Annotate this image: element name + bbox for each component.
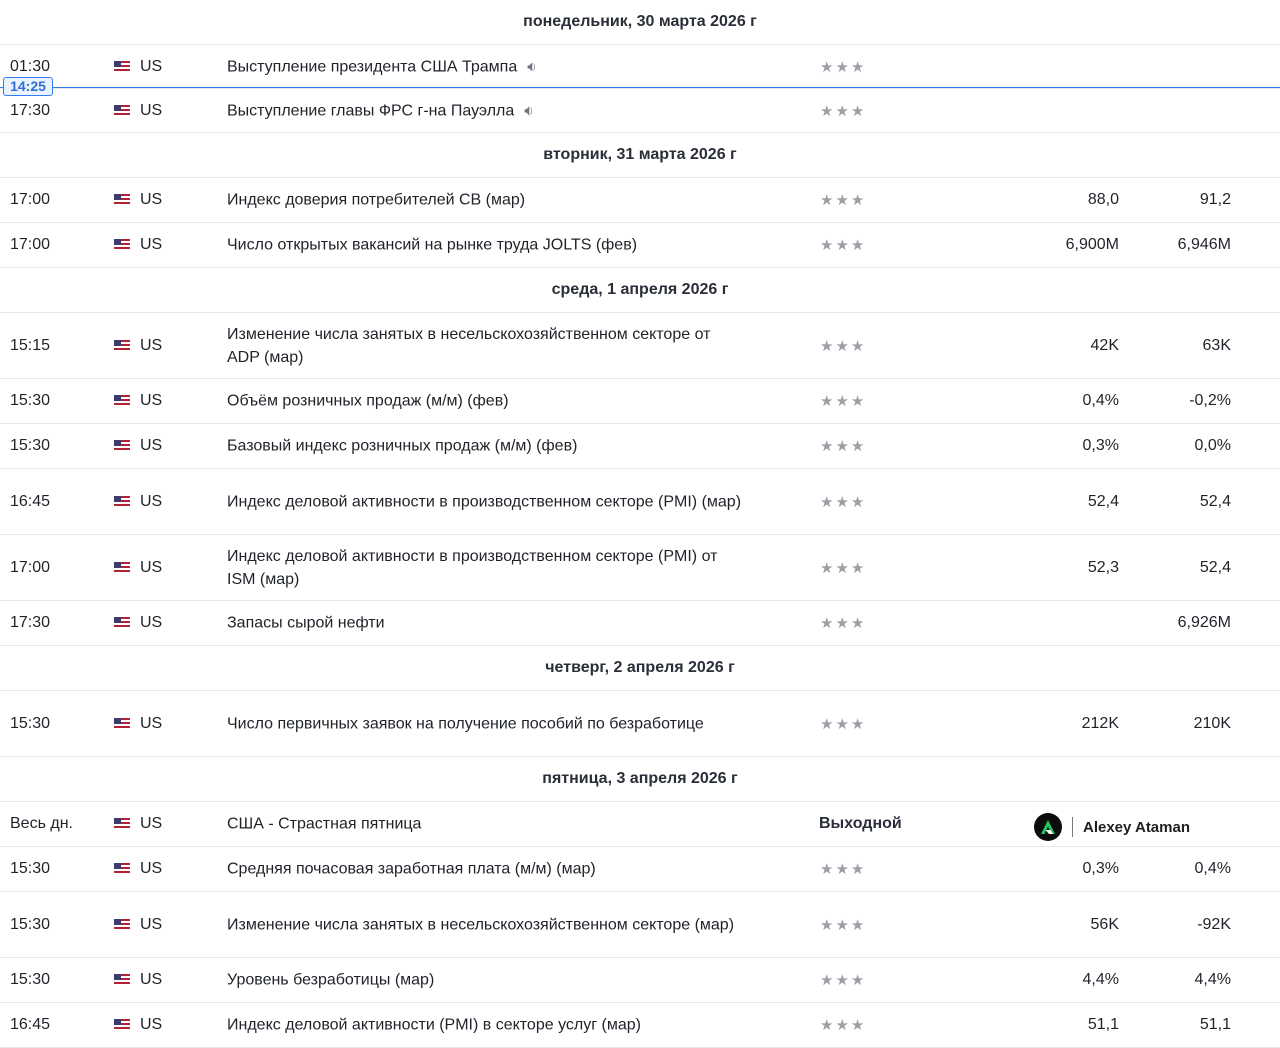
- event-name: Запасы сырой нефти: [227, 614, 385, 632]
- holiday-label: Выходной: [819, 815, 902, 832]
- forecast-value: 51,1: [1087, 1016, 1119, 1033]
- event-name-cell[interactable]: [227, 55, 747, 78]
- us-flag-icon: [114, 1019, 130, 1031]
- event-name: США - Страстная пятница: [227, 815, 422, 833]
- event-name: Индекс деловой активности в производственном секторе (PMI) от ISM (мар): [227, 547, 718, 588]
- event-time: 16:45: [10, 492, 51, 510]
- event-time: 15:30: [10, 971, 51, 988]
- forecast-value: 88,0: [1087, 191, 1119, 208]
- event-row[interactable]: [0, 469, 1280, 535]
- day-header: вторник, 31 марта 2026 г: [0, 133, 1280, 178]
- event-name-cell[interactable]: [227, 969, 747, 992]
- event-name: Изменение числа занятых в несельскохозяйственном секторе (мар): [227, 916, 735, 933]
- event-name-cell[interactable]: [227, 858, 747, 881]
- event-name-cell[interactable]: [227, 234, 747, 257]
- event-time: 17:30: [10, 101, 51, 119]
- three-star-importance-icon: ★★★: [820, 102, 867, 120]
- event-name: Индекс деловой активности (PMI) в секторе услуг (мар): [227, 1016, 641, 1034]
- event-time: 15:30: [10, 392, 51, 409]
- event-row[interactable]: [0, 892, 1280, 958]
- event-name: Уровень безработицы (мар): [227, 971, 435, 989]
- forecast-value: 0,3%: [1082, 860, 1119, 877]
- event-name: Число первичных заявок на получение пособий по безработице: [227, 715, 704, 732]
- event-time: 16:45: [10, 1016, 51, 1033]
- current-time-line: [0, 87, 1280, 88]
- event-row[interactable]: [0, 178, 1280, 223]
- three-star-importance-icon: ★★★: [820, 1017, 867, 1034]
- us-flag-icon: [114, 562, 130, 574]
- event-name: Индекс деловой активности в производственном секторе (PMI) (мар): [227, 493, 742, 510]
- event-time: 17:30: [10, 614, 51, 631]
- previous-value: -0,2%: [1189, 392, 1231, 409]
- event-name-cell[interactable]: [227, 99, 747, 122]
- event-time: 17:00: [10, 558, 51, 576]
- event-name: Базовый индекс розничных продаж (м/м) (фев): [227, 437, 578, 455]
- event-row[interactable]: [0, 89, 1280, 133]
- event-name: Изменение числа занятых в несельскохозяйственном секторе от ADP (мар): [227, 325, 711, 366]
- event-name-cell[interactable]: [227, 813, 747, 836]
- country-code: US: [140, 101, 163, 119]
- event-time: 15:30: [10, 860, 51, 877]
- three-star-importance-icon: ★★★: [820, 972, 867, 989]
- previous-value: 210K: [1193, 714, 1231, 732]
- country-code: US: [140, 1016, 163, 1033]
- country-code: US: [140, 815, 163, 832]
- us-flag-icon: [114, 718, 130, 730]
- event-name-cell[interactable]: [227, 323, 747, 369]
- country-code: US: [140, 614, 163, 631]
- alexey-ataman-logo-icon: [1034, 813, 1062, 841]
- country-code: US: [140, 392, 163, 409]
- forecast-value: 42K: [1090, 336, 1119, 354]
- event-name: Средняя почасовая заработная плата (м/м) (мар): [227, 860, 596, 878]
- forecast-value: 56K: [1090, 915, 1119, 933]
- forecast-value: 0,4%: [1082, 392, 1119, 409]
- day-header: пятница, 3 апреля 2026 г: [0, 757, 1280, 802]
- previous-value: 6,946M: [1177, 236, 1231, 253]
- event-time: 15:30: [10, 714, 51, 732]
- event-row[interactable]: [0, 424, 1280, 469]
- event-time: Весь дн.: [10, 815, 73, 832]
- event-row[interactable]: [0, 691, 1280, 757]
- event-name-cell[interactable]: [227, 189, 747, 212]
- day-header: среда, 1 апреля 2026 г: [0, 268, 1280, 313]
- previous-value: 4,4%: [1194, 971, 1231, 988]
- three-star-importance-icon: ★★★: [820, 916, 867, 934]
- us-flag-icon: [114, 617, 130, 629]
- event-time: 15:15: [10, 336, 51, 354]
- previous-value: 63K: [1202, 336, 1231, 354]
- forecast-value: 212K: [1081, 714, 1119, 732]
- country-code: US: [140, 860, 163, 877]
- three-star-importance-icon: ★★★: [820, 237, 867, 254]
- three-star-importance-icon: ★★★: [820, 438, 867, 455]
- us-flag-icon: [114, 818, 130, 830]
- forecast-value: 52,4: [1087, 492, 1119, 510]
- three-star-importance-icon: ★★★: [820, 337, 867, 355]
- event-row[interactable]: [0, 535, 1280, 601]
- speaker-icon[interactable]: 🔉︎: [524, 102, 534, 119]
- brand-watermark: [1034, 813, 1190, 841]
- country-code: US: [140, 191, 163, 208]
- us-flag-icon: [114, 974, 130, 986]
- country-code: US: [140, 971, 163, 988]
- previous-value: 6,926M: [1177, 614, 1231, 631]
- us-flag-icon: [114, 61, 130, 73]
- speaker-icon[interactable]: 🔉︎: [527, 58, 537, 75]
- event-name: Индекс доверия потребителей CB (мар): [227, 191, 526, 209]
- event-time: 01:30: [10, 57, 51, 75]
- country-code: US: [140, 57, 163, 75]
- day-header: понедельник, 30 марта 2026 г: [0, 0, 1280, 45]
- three-star-importance-icon: ★★★: [820, 715, 867, 733]
- brand-separator: [1072, 817, 1073, 837]
- day-header: четверг, 2 апреля 2026 г: [0, 646, 1280, 691]
- event-name-cell[interactable]: [227, 545, 747, 591]
- country-code: US: [140, 236, 163, 253]
- event-name-cell[interactable]: [227, 1014, 747, 1037]
- us-flag-icon: [114, 194, 130, 206]
- three-star-importance-icon: ★★★: [820, 615, 867, 632]
- three-star-importance-icon: ★★★: [820, 861, 867, 878]
- three-star-importance-icon: ★★★: [820, 493, 867, 511]
- event-name: Объём розничных продаж (м/м) (фев): [227, 392, 509, 410]
- country-code: US: [140, 437, 163, 454]
- event-row[interactable]: [0, 958, 1280, 1003]
- event-name-cell[interactable]: [227, 712, 747, 735]
- previous-value: -92K: [1197, 915, 1231, 933]
- event-row[interactable]: [0, 379, 1280, 424]
- event-row[interactable]: [0, 45, 1280, 89]
- event-row[interactable]: [0, 223, 1280, 268]
- country-code: US: [140, 336, 163, 354]
- event-name-cell[interactable]: [227, 390, 747, 413]
- country-code: US: [140, 915, 163, 933]
- event-row[interactable]: [0, 847, 1280, 892]
- us-flag-icon: [114, 496, 130, 508]
- brand-name: Alexey Ataman: [1083, 818, 1190, 836]
- us-flag-icon: [114, 239, 130, 251]
- three-star-importance-icon: ★★★: [820, 192, 867, 209]
- forecast-value: 6,900M: [1065, 236, 1119, 253]
- us-flag-icon: [114, 919, 130, 931]
- forecast-value: 4,4%: [1082, 971, 1119, 988]
- event-row[interactable]: [0, 313, 1280, 379]
- forecast-value: 0,3%: [1082, 437, 1119, 454]
- previous-value: 51,1: [1199, 1016, 1231, 1033]
- event-name-cell[interactable]: [227, 612, 747, 635]
- us-flag-icon: [114, 105, 130, 117]
- country-code: US: [140, 714, 163, 732]
- event-name-cell[interactable]: [227, 490, 747, 513]
- three-star-importance-icon: ★★★: [820, 559, 867, 577]
- event-name: Число открытых вакансий на рынке труда JOLTS (фев): [227, 236, 638, 254]
- country-code: US: [140, 492, 163, 510]
- event-row[interactable]: [0, 601, 1280, 646]
- previous-value: 52,4: [1199, 492, 1231, 510]
- event-name: Выступление президента США Трампа: [227, 58, 518, 75]
- us-flag-icon: [114, 340, 130, 352]
- country-code: US: [140, 558, 163, 576]
- previous-value: 0,4%: [1194, 860, 1231, 877]
- three-star-importance-icon: ★★★: [820, 58, 867, 76]
- us-flag-icon: [114, 395, 130, 407]
- us-flag-icon: [114, 440, 130, 452]
- us-flag-icon: [114, 863, 130, 875]
- previous-value: 52,4: [1199, 558, 1231, 576]
- three-star-importance-icon: ★★★: [820, 393, 867, 410]
- previous-value: 91,2: [1199, 191, 1231, 208]
- event-time: 17:00: [10, 191, 51, 208]
- forecast-value: 52,3: [1087, 558, 1119, 576]
- event-row[interactable]: [0, 1003, 1280, 1048]
- event-time: 15:30: [10, 915, 51, 933]
- previous-value: 0,0%: [1194, 437, 1231, 454]
- event-time: 17:00: [10, 236, 51, 253]
- current-time-badge: 14:25: [3, 77, 53, 96]
- event-name: Выступление главы ФРС г-на Пауэлла: [227, 102, 515, 119]
- event-time: 15:30: [10, 437, 51, 454]
- event-name-cell[interactable]: [227, 435, 747, 458]
- event-name-cell[interactable]: [227, 913, 747, 936]
